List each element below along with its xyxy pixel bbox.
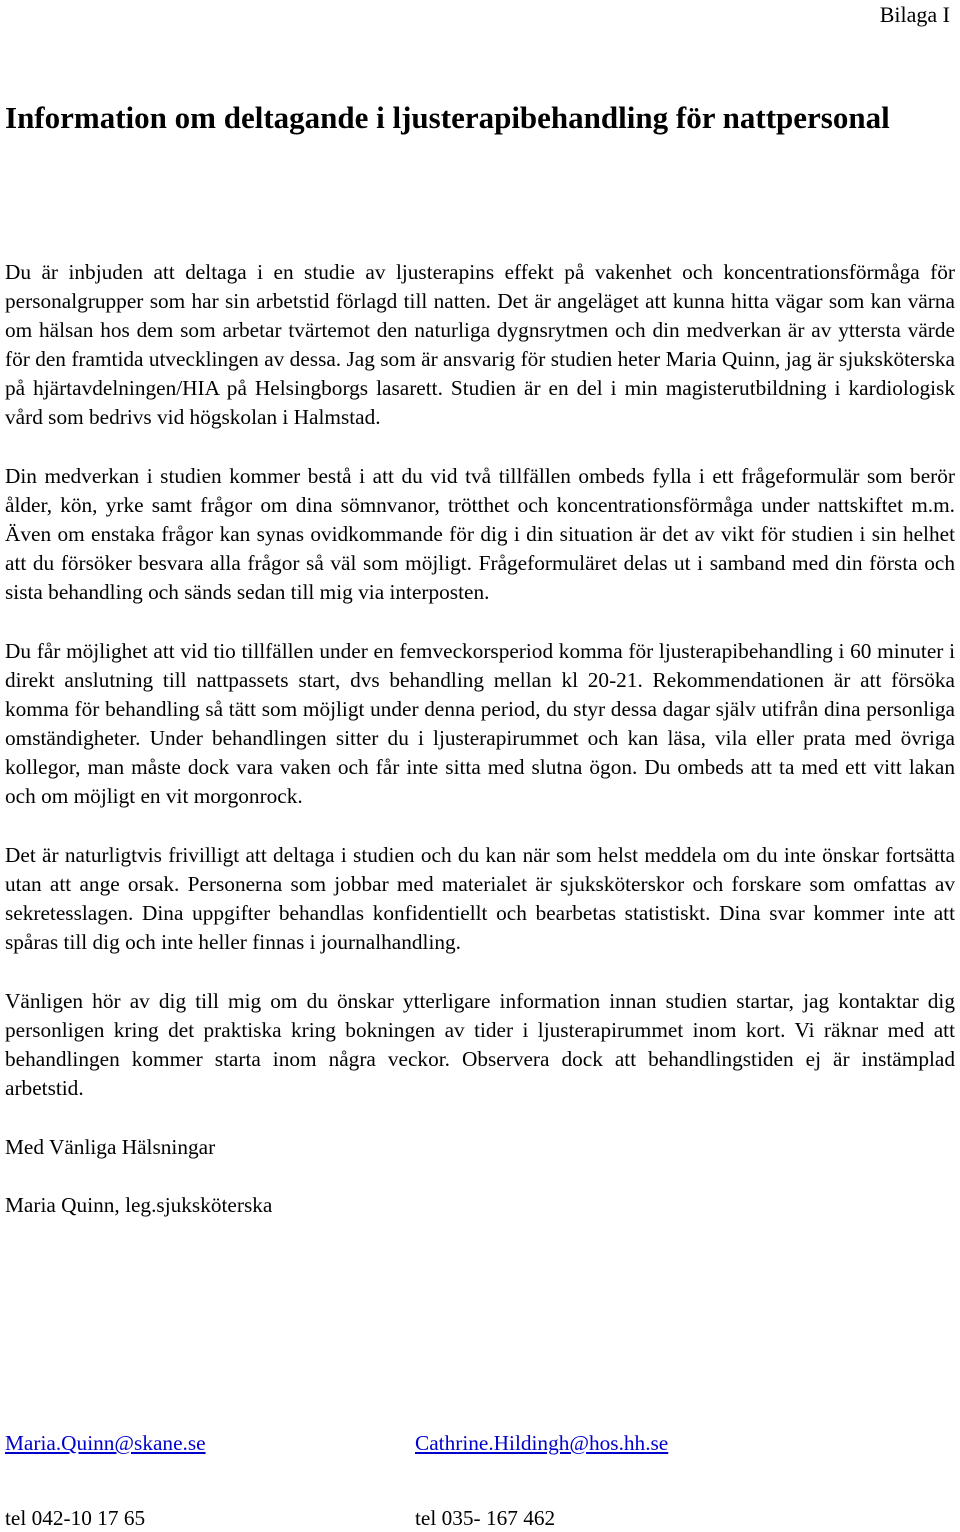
paragraph-invitation: Du är inbjuden att deltaga i en studie av ljusterapins effekt på vakenhet och koncentrationsförmåga för personalgrupper som har sin arbetstid förlagd till natten. Det är angeläget att kunna hitta vägar som kan värna om hälsan hos dem som arbetar tvärtemot den naturliga dygnsrytmen och din medverkan är av yttersta värde för den framtida utvecklingen av dessa. Jag som är ansvarig för studien heter Maria Quinn, jag är sjuksköterska på hjärtavdelningen/HIA på Helsingborgs lasarett. Studien är en del i min magisterutbildning i kardiologisk vård som bedrivs vid högskolan i Halmstad. bbox=[5, 260, 955, 429]
paragraph-voluntary: Det är naturligtvis frivilligt att deltaga i studien och du kan när som helst meddela om du inte önskar fortsätta utan att ange orsak. Personerna som jobbar med materialet är sjuksköterskor och forskare som omfattas av sekretesslagen. Dina uppgifter behandlas konfidentiellt och bearbetas statistiskt. Dina svar kommer inte att spåras till dig och inte heller finnas i journalhandling. bbox=[5, 843, 955, 954]
contact-column-maria bbox=[5, 1430, 206, 1531]
contact-column-cathrine bbox=[415, 1430, 668, 1531]
paragraph-treatment: Du får möjlighet att vid tio tillfällen under en femveckorsperiod komma för ljusterapibehandling i 60 minuter i direkt anslutning till nattpassets start, dvs behandling mellan kl 20-21. Rekommendationen är att försöka komma för behandling så tätt som möjligt under denna period, du styr dessa dagar själv utifrån dina personliga omständigheter. Under behandlingen sitter du i ljusterapirummet och kan läsa, vila eller prata med övriga kollegor, man måste dock vara vaken och får inte sitta med slutna ögon. Du ombeds att ta med ett vitt lakan och om möjligt en vit morgonrock. bbox=[5, 639, 955, 808]
phone-maria: tel 042-10 17 65 bbox=[5, 1506, 146, 1530]
paragraph-participation: Din medverkan i studien kommer bestå i att du vid två tillfällen ombeds fylla i ett frågeformulär som berör ålder, kön, yrke samt frågor om dina sömnvanor, trötthet och koncentrationsförmåga under nattskiftet m.m. Även om enstaka frågor kan synas ovidkommande för dig i din situation är det av vikt för studien i sin helhet att du försöker besvara alla frågor så väl som möjligt. Frågeformuläret delas ut i samband med din första och sista behandling och sänds sedan till mig via interposten. bbox=[5, 464, 955, 604]
email-link-cathrine[interactable]: Cathrine.Hildingh@hos.hh.se bbox=[415, 1431, 669, 1455]
document-body bbox=[5, 258, 955, 1250]
attachment-label: Bilaga I bbox=[879, 2, 950, 27]
closing-greeting: Med Vänliga Hälsningar bbox=[5, 1135, 216, 1159]
paragraph-contact-info: Vänligen hör av dig till mig om du önskar ytterligare information innan studien startar, jag kontaktar dig personligen kring det praktiska kring bokningen av tider i ljusterapirummet inom kort. Vi räknar med att behandlingen kommer starta inom några veckor. Observera dock att behandlingstiden ej är instämplad arbetstid. bbox=[5, 989, 955, 1100]
closing-signature: Maria Quinn, leg.sjuksköterska bbox=[5, 1193, 273, 1217]
document-title: Information om deltagande i ljusterapibehandling för nattpersonal bbox=[5, 100, 890, 135]
phone-cathrine: tel 035- 167 462 bbox=[415, 1506, 556, 1530]
email-link-maria[interactable]: Maria.Quinn@skane.se bbox=[5, 1431, 206, 1455]
